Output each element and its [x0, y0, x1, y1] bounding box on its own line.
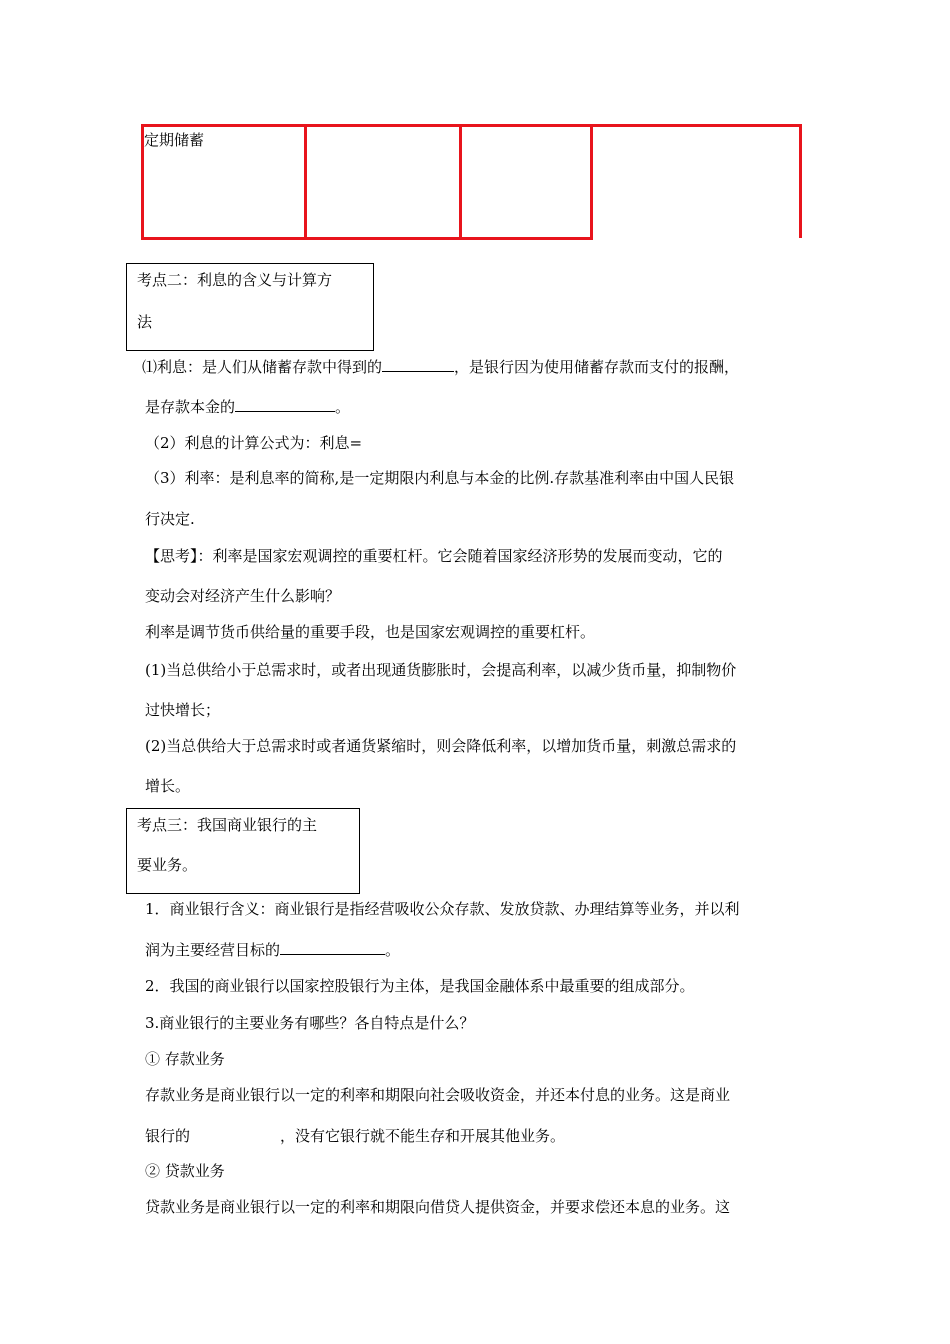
table-col-line	[799, 124, 802, 238]
deposit-business-line2: 银行的 ，没有它银行就不能生存和开展其他业务。	[145, 1127, 566, 1145]
interest-definition-line2: 是存款本金的 。	[145, 395, 350, 417]
interest-definition-line1: ⑴利息：是人们从储蓄存款中得到的 ，是银行因为使用储蓄存款而支付的报酬，	[142, 355, 739, 377]
table-bottom-border	[141, 237, 593, 240]
bank-definition-line2: 润为主要经营目标的 。	[145, 938, 400, 960]
fill-blank[interactable]	[280, 938, 385, 955]
section-box-topic2	[126, 263, 374, 351]
bank-structure: 2．我国的商业银行以国家控股银行为主体，是我国金融体系中最重要的组成部分。	[145, 977, 695, 995]
answer-point1-line2: 过快增长；	[145, 701, 221, 719]
loan-business-title: ② 贷款业务	[145, 1162, 225, 1180]
answer-intro: 利率是调节货币供给量的重要手段，也是国家宏观调控的重要杠杆。	[145, 623, 596, 641]
answer-point2-line1: (2)当总供给大于总需求时或者通货紧缩时，则会降低利率，以增加货币量，刺激总需求的	[145, 737, 737, 755]
table-col-line	[459, 124, 462, 240]
topic3-title-line1: 考点三：我国商业银行的主	[137, 816, 318, 834]
red-table	[141, 124, 802, 240]
fill-blank[interactable]	[235, 395, 335, 412]
topic2-title-line1: 考点二：利息的含义与计算方	[137, 271, 333, 289]
bank-definition-line1: 1．商业银行含义：商业银行是指经营吸收公众存款、发放贷款、办理结算等业务，并以利	[145, 900, 740, 918]
interest-rate-line2: 行决定.	[145, 510, 195, 528]
topic3-title-line2: 要业务。	[137, 856, 198, 874]
section-box-topic3	[126, 808, 360, 894]
loan-business-line1: 贷款业务是商业银行以一定的利率和期限向借贷人提供资金，并要求偿还本息的业务。这	[145, 1198, 731, 1216]
interest-formula: （2）利息的计算公式为：利息=	[145, 434, 363, 452]
table-col-line	[590, 124, 593, 240]
deposit-business-line1: 存款业务是商业银行以一定的利率和期限向社会吸收资金，并还本付息的业务。这是商业	[145, 1086, 731, 1104]
table-cell-label: 定期储蓄	[144, 131, 205, 149]
answer-point1-line1: (1)当总供给小于总需求时，或者出现通货膨胀时，会提高利率，以减少货币量，抑制物价	[145, 661, 737, 679]
table-col-line	[304, 124, 307, 240]
think-question-line1: 【思考】：利率是国家宏观调控的重要杠杆。它会随着国家经济形势的发展而变动，它的	[145, 547, 723, 565]
deposit-business-title: ① 存款业务	[145, 1050, 225, 1068]
answer-point2-line2: 增长。	[145, 777, 191, 795]
think-question-line2: 变动会对经济产生什么影响？	[145, 587, 341, 605]
table-top-border	[141, 124, 802, 127]
interest-rate-line1: （3）利率：是利息率的简称,是一定期限内利息与本金的比例.存款基准利率由中国人民银	[145, 469, 735, 487]
topic2-title-line2: 法	[137, 313, 153, 331]
bank-business-question: 3.商业银行的主要业务有哪些？各自特点是什么？	[145, 1014, 475, 1032]
fill-blank[interactable]	[382, 355, 454, 372]
